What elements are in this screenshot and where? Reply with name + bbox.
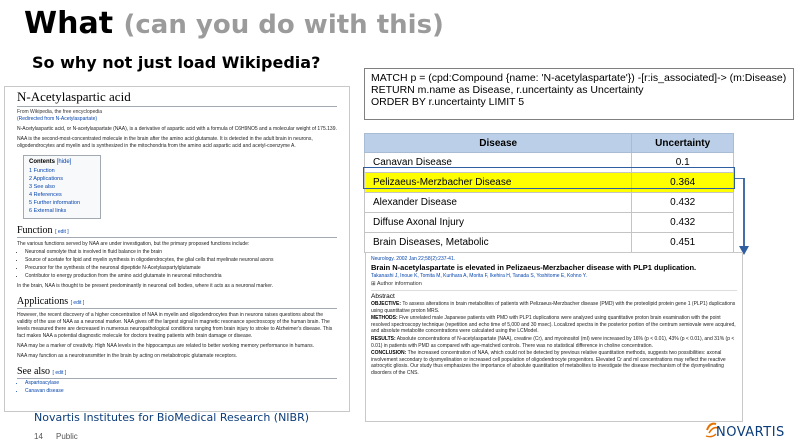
table-row bbox=[365, 213, 734, 233]
column-header-disease: Disease bbox=[365, 134, 632, 153]
highlight-outline bbox=[363, 167, 735, 189]
list-item: • Contributor to energy production from the amino acid glutamate in neuronal mitochondria bbox=[25, 272, 337, 280]
abstract-objective: OBJECTIVE: To assess alterations in brain metabolites of patients with Pelizaeus-Merzbacher disease (PMD) with the proteolipid protein gene 1 (PLP1) duplications using quantitative proton MRS. bbox=[371, 301, 736, 314]
cell-uncertainty: 0.451 bbox=[632, 233, 734, 253]
query-line-1: MATCH p = (cpd:Compound {name: 'N-acetylaspartate'}) -[r:is_associated]-> (m:Disease) bbox=[371, 72, 787, 84]
cell-uncertainty: 0.1 bbox=[632, 153, 734, 173]
cell-disease: Brain Diseases, Metabolic bbox=[365, 233, 632, 253]
page-number: 14 bbox=[34, 432, 43, 441]
author-info-toggle[interactable]: ⊞ Author information bbox=[371, 281, 422, 287]
list-item: • Source of acetate for lipid and myelin synthesis in oligodendrocytes, the glial cells that myelinate neuronal axons bbox=[25, 256, 337, 264]
table-row bbox=[365, 193, 734, 213]
slide-subtitle: So why not just load Wikipedia? bbox=[32, 53, 321, 72]
query-line-2: RETURN m.name as Disease, r.uncertainty as Uncertainty bbox=[371, 84, 644, 96]
wiki-toc-heading: Contents [hide] bbox=[29, 159, 72, 165]
expand-plus-icon: ⊞ bbox=[371, 281, 376, 287]
cell-disease: Pelizaeus-Merzbacher Disease bbox=[365, 173, 632, 193]
wiki-applications-text-3: NAA may function as a neurotransmitter in the brain by acting on metabotropic glutamate receptors. bbox=[17, 353, 238, 359]
wiki-toc-item[interactable]: 4 References bbox=[29, 192, 62, 198]
connector-arrow-icon bbox=[730, 178, 760, 258]
wiki-applications-text-2: NAA may be a marker of creativity. High NAA levels in the hippocampus are related to better working memory performance in humans. bbox=[17, 343, 314, 349]
wiki-intro: N-Acetylaspartic acid, or N-acetylaspartate (NAA), is a derivative of aspartic acid with a formula of C6H9NO5 and a molecular weight of 175.139. bbox=[17, 126, 337, 132]
wiki-toc-item[interactable]: 5 Further information bbox=[29, 200, 81, 206]
cell-disease: Alexander Disease bbox=[365, 193, 632, 213]
wiki-heading-seealso: See also [ edit ] bbox=[17, 366, 337, 379]
table-header-row bbox=[365, 134, 734, 153]
paper-title: Brain N-acetylaspartate is elevated in Pelizaeus-Merzbacher disease with PLP1 duplication. bbox=[371, 263, 697, 272]
wiki-function-tail: In the brain, NAA is thought to be present predominantly in neuronal cell bodies, where it acts as a neuronal marker. bbox=[17, 283, 273, 289]
paper-authors[interactable]: Takanashi J, Inoue K, Tomita M, Kurihara A, Morita F, Ikehira H, Tanada S, Yoshitome E, Kohno Y. bbox=[371, 273, 587, 279]
wiki-from: From Wikipedia, the free encyclopedia bbox=[17, 109, 103, 115]
wiki-heading-function: Function [ edit ] bbox=[17, 225, 337, 238]
slide-title-paren: (can you do with this) bbox=[123, 10, 444, 40]
cell-uncertainty: 0.432 bbox=[632, 193, 734, 213]
wiki-function-lead: The various functions served by NAA are under investigation, but the primary proposed functions include: bbox=[17, 241, 250, 247]
wiki-edit-link[interactable]: [ edit ] bbox=[55, 229, 69, 235]
wiki-edit-link[interactable]: [ edit ] bbox=[52, 370, 67, 376]
abstract-results: RESULTS: Absolute concentrations of N-acetylaspartate (NAA), creatine (Cr), and myoinositol (mI) were increased by 16% (p < 0.01), 43% (p < 0.01), and 31% (p < 0.01) in patients with PMD as compared with age-matched controls. There was no statistical difference in choline concentration. bbox=[371, 335, 735, 349]
wiki-toc-hide-link[interactable]: [hide] bbox=[56, 159, 72, 165]
wiki-toc-item[interactable]: 2 Applications bbox=[29, 176, 63, 182]
wiki-applications-text: However, the recent discovery of a higher concentration of NAA in myelin and oligodendrocytes than in neurons raises questions about the validity of the use of NAA as a neuronal marker. NAA gives off the largest signal in magnetic resonance spectroscopy of the human brain. The levels measured there are decreased in numerous neuropathological conditions ranging from brain injury to stroke to Alzheimer's disease. This fact makes NAA a potential diagnostic molecule for doctors treating patients with brain damage or disease. bbox=[17, 312, 333, 339]
abstract-methods: METHODS: Five unrelated male Japanese patients with PMD with PLP1 duplications were analyzed using quantitative proton brain examination with the point resolved spectroscopy technique (repetition and echo time of 5,000 and 30 msec). Localized spectra in the posterior portion of the centrum semiovale were acquired, and absolute metabolite concentrations were calculated using the LCModel. bbox=[371, 315, 736, 335]
list-item: • Precursor for the synthesis of the neuronal dipeptide N-Acetylaspartylglutamate bbox=[25, 264, 337, 272]
query-line-3: ORDER BY r.uncertainty LIMIT 5 bbox=[371, 96, 525, 108]
wikipedia-panel bbox=[4, 86, 350, 412]
abstract-conclusion: CONCLUSION: The increased concentration of NAA, which could not be detected by previous relative quantitation methods, suggests two possibilities: axonal involvement secondary to dysmyelination or increased cell population of oligodendrocyte progenitors. Elevated Cr and mI concentrations may reflect the reactive astrocytic gliosis. Our study thus emphasizes the importance of absolute quantitation of metabolites to investigate the disease mechanism of the dysmyelinating disorders of the CNS. bbox=[371, 350, 726, 376]
wiki-toc-item[interactable]: 6 External links bbox=[29, 208, 67, 214]
wiki-toc-item[interactable]: 3 See also bbox=[29, 184, 55, 190]
journal-link[interactable]: Neurology. 2002 Jan 22;58(2):237-41. bbox=[371, 256, 456, 262]
slide-title-main: What bbox=[24, 6, 114, 41]
wiki-seealso-list bbox=[25, 379, 337, 395]
novartis-brand: NOVARTIS bbox=[716, 425, 785, 440]
paper-citation bbox=[371, 256, 737, 262]
wiki-seealso-link[interactable]: • Canavan disease bbox=[25, 387, 337, 395]
slide-title bbox=[24, 6, 444, 41]
wiki-seealso-link[interactable]: • Aspartoacylase bbox=[25, 379, 337, 387]
cypher-query-box bbox=[364, 68, 794, 120]
abstract-heading: Abstract bbox=[371, 290, 737, 300]
wiki-toc-item[interactable]: 1 Function bbox=[29, 168, 55, 174]
wiki-function-list bbox=[25, 248, 337, 280]
table-row bbox=[365, 233, 734, 253]
wiki-intro-2: NAA is the second-most-concentrated molecule in the brain after the amino acid glutamate. It is detected in the adult brain in neurons, oligodendrocytes and myelin and is synthesized in the mitochondria from the amino acid aspartic acid and acetyl-coenzyme A. bbox=[17, 136, 313, 149]
wiki-edit-link[interactable]: [ edit ] bbox=[70, 300, 85, 306]
wiki-article-title: N-Acetylaspartic acid bbox=[17, 89, 337, 107]
wiki-toc bbox=[23, 155, 101, 219]
wiki-heading-applications: Applications [ edit ] bbox=[17, 296, 337, 309]
cell-uncertainty: 0.364 bbox=[632, 173, 734, 193]
pubmed-abstract-panel bbox=[365, 252, 743, 422]
cell-disease: Canavan Disease bbox=[365, 153, 632, 173]
column-header-uncertainty: Uncertainty bbox=[632, 134, 734, 153]
results-table bbox=[364, 133, 734, 253]
list-item: • Neuronal osmolyte that is involved in fluid balance in the brain bbox=[25, 248, 337, 256]
wiki-redirect-link[interactable]: (Redirected from N-Acetylaspartate) bbox=[17, 116, 98, 122]
cell-uncertainty: 0.432 bbox=[632, 213, 734, 233]
footer-organization: Novartis Institutes for BioMedical Research (NIBR) bbox=[34, 411, 310, 424]
classification-label: Public bbox=[56, 432, 78, 441]
cell-disease: Diffuse Axonal Injury bbox=[365, 213, 632, 233]
